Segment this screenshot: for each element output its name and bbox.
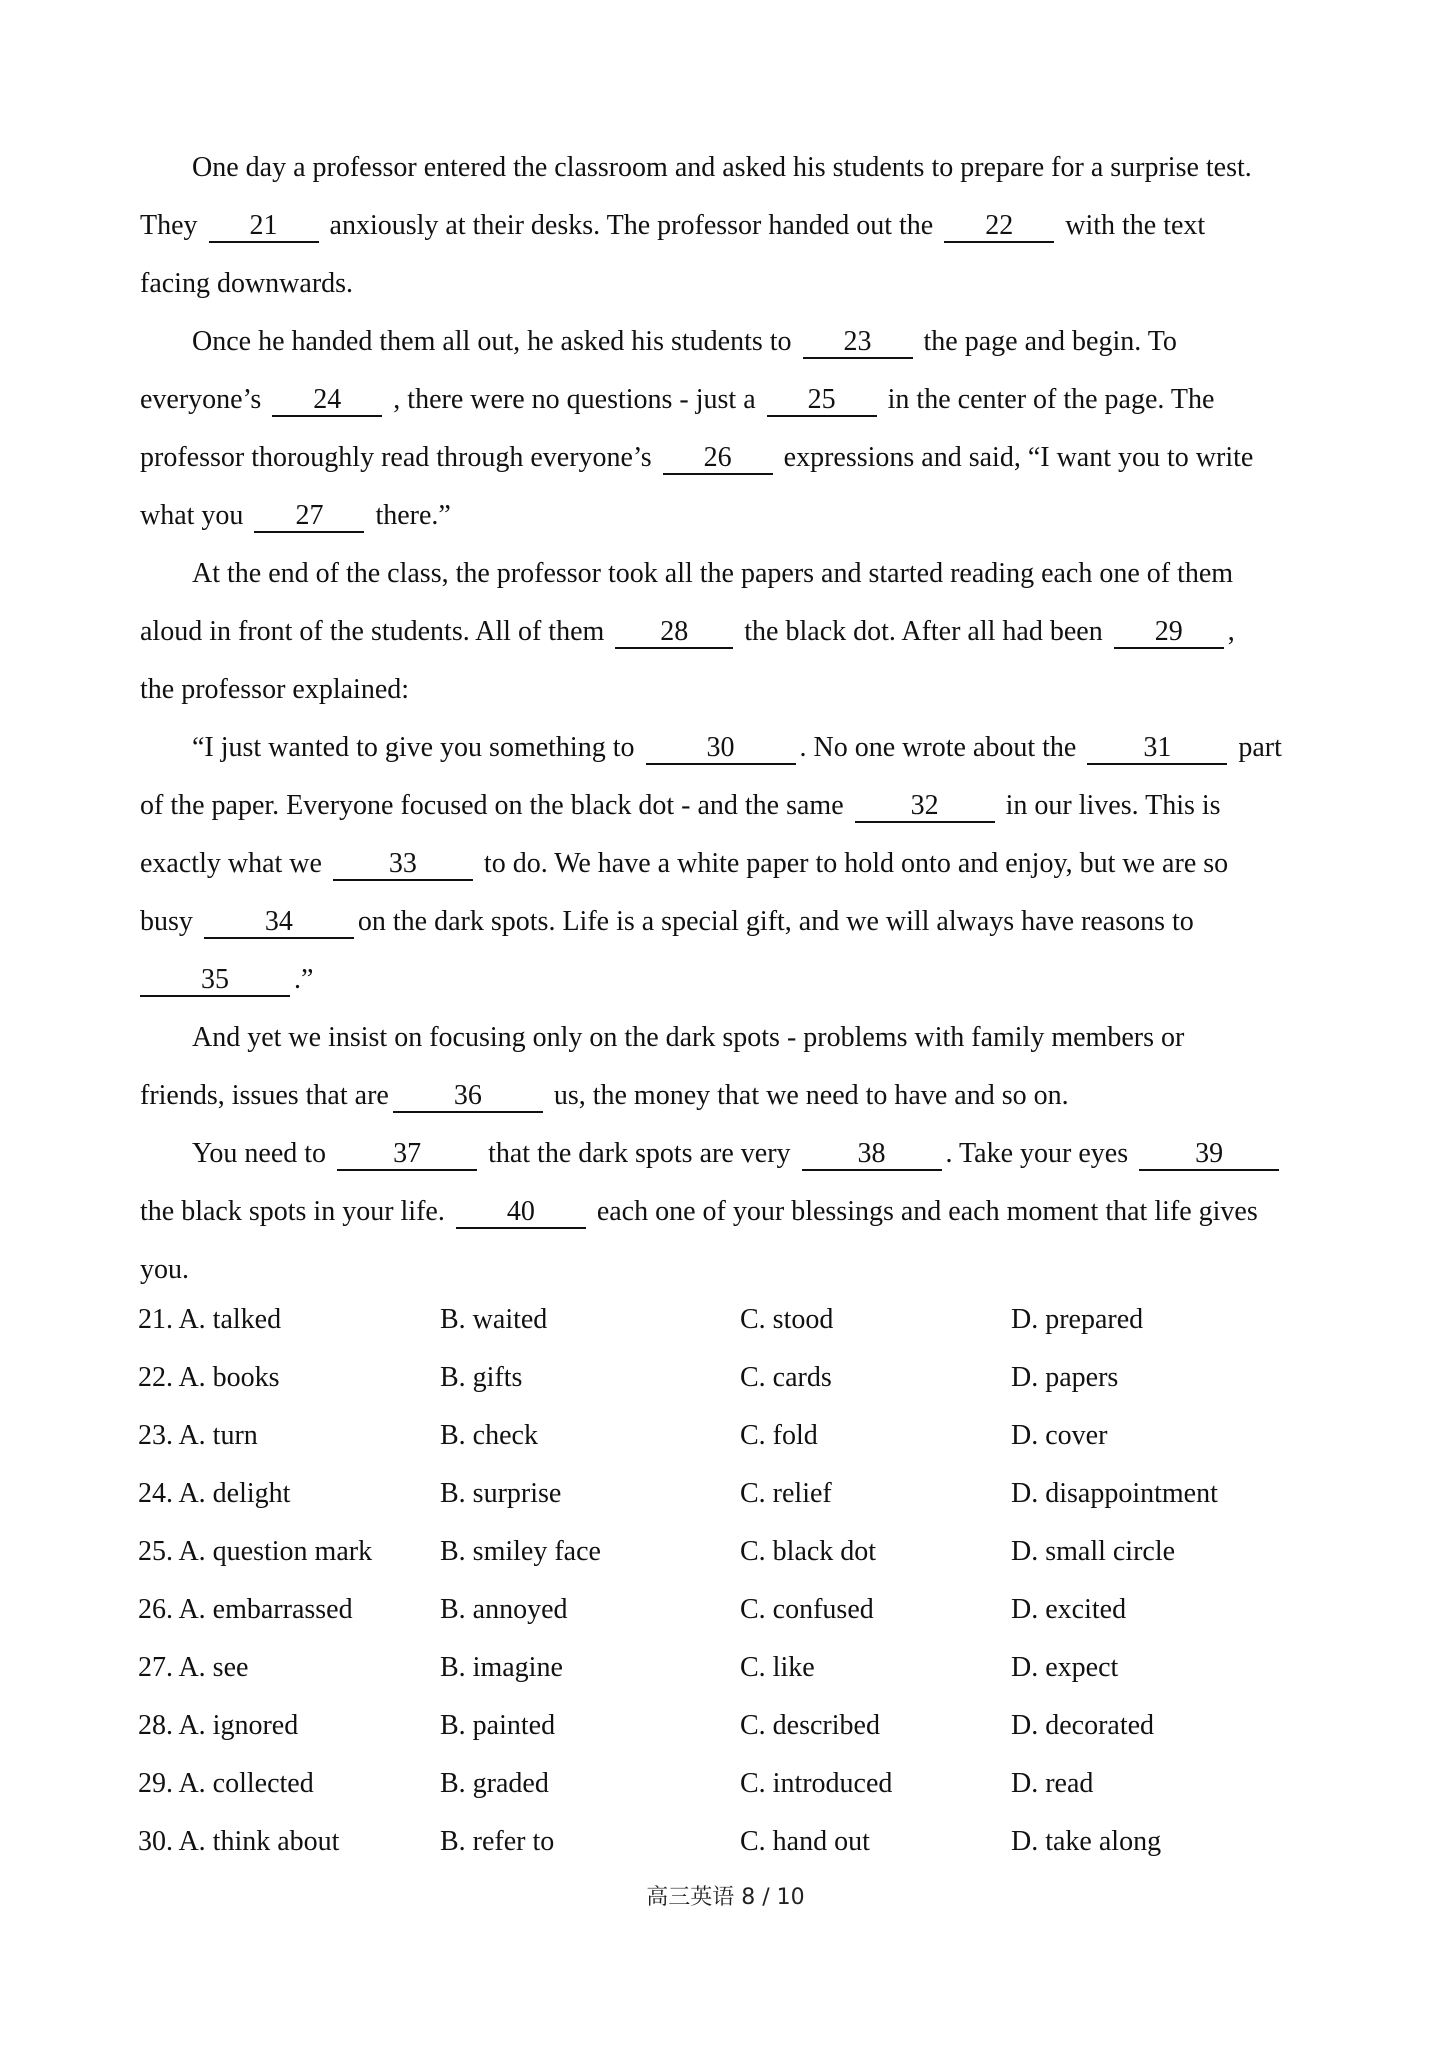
option-b: B. smiley face	[440, 1536, 601, 1567]
option-c: C. black dot	[740, 1536, 877, 1567]
blank-32: 32	[855, 791, 995, 823]
passage-text: each one of your blessings and each moment that life gives	[596, 1196, 1258, 1227]
blank-40: 40	[456, 1197, 586, 1229]
passage-line	[140, 612, 1320, 652]
passage-text: to do. We have a white paper to hold onto and enjoy, but we are so	[483, 848, 1229, 879]
option-b: B. check	[440, 1420, 538, 1451]
option-row	[138, 1822, 1318, 1880]
option-d: D. take along	[1011, 1826, 1162, 1857]
passage-line	[140, 844, 1320, 884]
blank-24: 24	[272, 385, 382, 417]
option-d: D. small circle	[1011, 1536, 1176, 1567]
blank-21: 21	[209, 211, 319, 243]
blank-28: 28	[615, 617, 733, 649]
option-c: C. described	[740, 1710, 880, 1741]
blank-37: 37	[337, 1139, 477, 1171]
option-row	[138, 1532, 1318, 1590]
passage-line	[140, 786, 1320, 826]
passage-line	[140, 264, 1320, 304]
passage-line	[140, 438, 1320, 478]
passage-line	[192, 728, 1372, 768]
passage-line	[140, 1076, 1320, 1116]
blank-33: 33	[333, 849, 473, 881]
option-d: D. decorated	[1011, 1710, 1155, 1741]
blank-29: 29	[1114, 617, 1224, 649]
passage-text: , there were no questions - just a	[393, 384, 756, 415]
option-a: 29. A. collected	[138, 1768, 314, 1799]
option-c: C. like	[740, 1652, 815, 1683]
passage-text: .”	[294, 964, 314, 995]
passage-line	[140, 206, 1320, 246]
option-a: 21. A. talked	[138, 1304, 282, 1335]
passage-text: facing downwards.	[140, 268, 354, 299]
option-d: D. cover	[1011, 1420, 1108, 1451]
option-row	[138, 1358, 1318, 1416]
option-a: 27. A. see	[138, 1652, 249, 1683]
passage-line	[192, 1134, 1372, 1174]
option-row	[138, 1474, 1318, 1532]
option-d: D. prepared	[1011, 1304, 1144, 1335]
passage-text: . No one wrote about the	[799, 732, 1077, 763]
blank-27: 27	[254, 501, 364, 533]
passage-text: of the paper. Everyone focused on the black dot - and the same	[140, 790, 844, 821]
option-c: C. cards	[740, 1362, 832, 1393]
passage-text: that the dark spots are very	[488, 1138, 791, 1169]
option-c: C. confused	[740, 1594, 874, 1625]
option-row	[138, 1764, 1318, 1822]
passage-text: anxiously at their desks. The professor handed out the	[329, 210, 934, 241]
passage-text: You need to	[192, 1138, 327, 1169]
blank-31: 31	[1087, 733, 1227, 765]
option-row	[138, 1416, 1318, 1474]
option-a: 22. A. books	[138, 1362, 280, 1393]
option-c: C. stood	[740, 1304, 834, 1335]
option-a: 28. A. ignored	[138, 1710, 299, 1741]
passage-line	[140, 1250, 1320, 1290]
option-b: B. graded	[440, 1768, 549, 1799]
option-c: C. fold	[740, 1420, 818, 1451]
blank-23: 23	[803, 327, 913, 359]
option-a: 23. A. turn	[138, 1420, 258, 1451]
passage-text: expressions and said, “I want you to write	[783, 442, 1254, 473]
passage-text: there.”	[375, 500, 451, 531]
option-b: B. painted	[440, 1710, 556, 1741]
passage-text: friends, issues that are	[140, 1080, 389, 1111]
option-d: D. papers	[1011, 1362, 1119, 1393]
passage-line	[140, 902, 1320, 942]
option-b: B. surprise	[440, 1478, 562, 1509]
blank-35: 35	[140, 965, 290, 997]
option-a: 25. A. question mark	[138, 1536, 373, 1567]
option-c: C. introduced	[740, 1768, 893, 1799]
blank-34: 34	[204, 907, 354, 939]
passage-text: They	[140, 210, 198, 241]
options-list	[138, 1300, 1318, 1880]
option-row	[138, 1648, 1318, 1706]
passage-line	[192, 1018, 1372, 1058]
option-d: D. excited	[1011, 1594, 1127, 1625]
passage-text: exactly what we	[140, 848, 322, 879]
option-c: C. hand out	[740, 1826, 870, 1857]
passage-text: what you	[140, 500, 244, 531]
passage-text: aloud in front of the students. All of them	[140, 616, 605, 647]
passage-text: Once he handed them all out, he asked his students to	[192, 326, 792, 357]
passage-text: One day a professor entered the classroom and asked his students to prepare for a surprise test.	[192, 152, 1252, 183]
option-c: C. relief	[740, 1478, 832, 1509]
option-d: D. disappointment	[1011, 1478, 1218, 1509]
passage-line	[140, 960, 1320, 1000]
passage-text: . Take your eyes	[945, 1138, 1129, 1169]
option-row	[138, 1590, 1318, 1648]
passage-line	[140, 380, 1320, 420]
passage-line	[192, 554, 1372, 594]
option-b: B. imagine	[440, 1652, 563, 1683]
passage-line	[140, 1192, 1320, 1232]
option-d: D. expect	[1011, 1652, 1119, 1683]
passage-line	[192, 148, 1372, 188]
passage-text: in the center of the page. The	[887, 384, 1215, 415]
passage-text: And yet we insist on focusing only on the dark spots - problems with family members or	[192, 1022, 1185, 1053]
option-row	[138, 1300, 1318, 1358]
passage-text: the black spots in your life.	[140, 1196, 445, 1227]
option-a: 26. A. embarrassed	[138, 1594, 353, 1625]
passage-text: At the end of the class, the professor took all the papers and started reading each one of them	[192, 558, 1234, 589]
passage-text: professor thoroughly read through everyone’s	[140, 442, 652, 473]
passage-text: part	[1238, 732, 1282, 763]
blank-39: 39	[1139, 1139, 1279, 1171]
passage-text: ,	[1227, 616, 1235, 647]
passage-text: everyone’s	[140, 384, 262, 415]
passage-text: you.	[140, 1254, 189, 1285]
passage-line	[192, 322, 1372, 362]
passage-text: on the dark spots. Life is a special gift, and we will always have reasons to	[357, 906, 1194, 937]
blank-26: 26	[663, 443, 773, 475]
option-row	[138, 1706, 1318, 1764]
blank-25: 25	[767, 385, 877, 417]
option-b: B. refer to	[440, 1826, 555, 1857]
passage-text: the page and begin. To	[923, 326, 1177, 357]
passage-text: with the text	[1065, 210, 1206, 241]
option-a: 30. A. think about	[138, 1826, 340, 1857]
blank-38: 38	[802, 1139, 942, 1171]
page-footer: 高三英语 8 / 10	[646, 1885, 805, 1910]
passage-text: the black dot. After all had been	[744, 616, 1103, 647]
passage-text: busy	[140, 906, 193, 937]
passage-text: in our lives. This is	[1005, 790, 1221, 821]
passage-text: the professor explained:	[140, 674, 410, 705]
option-d: D. read	[1011, 1768, 1094, 1799]
passage-text: us, the money that we need to have and so on.	[553, 1080, 1069, 1111]
option-a: 24. A. delight	[138, 1478, 291, 1509]
blank-36: 36	[393, 1081, 543, 1113]
blank-22: 22	[944, 211, 1054, 243]
option-b: B. waited	[440, 1304, 548, 1335]
passage-text: “I just wanted to give you something to	[192, 732, 635, 763]
blank-30: 30	[646, 733, 796, 765]
option-b: B. gifts	[440, 1362, 523, 1393]
option-b: B. annoyed	[440, 1594, 568, 1625]
passage-line	[140, 496, 1320, 536]
passage-line	[140, 670, 1320, 710]
